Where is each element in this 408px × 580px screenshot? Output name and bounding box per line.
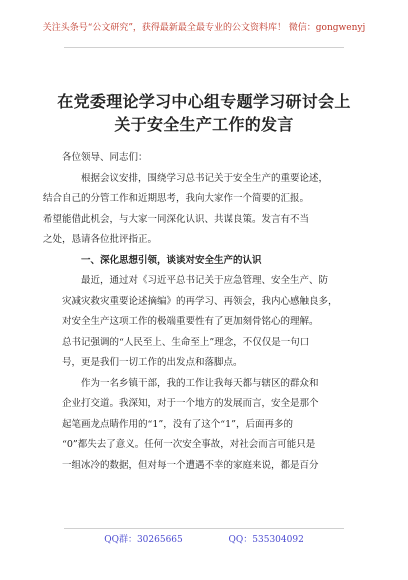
footer	[0, 534, 408, 546]
footer-qq-group: QQ群：30265665	[104, 535, 183, 545]
header-banner	[0, 22, 408, 34]
footer-qq: QQ：535304092	[228, 535, 304, 545]
section-p2-line-1: 作为一名乡镇干部，我的工作让我每天都与辖区的群众和	[81, 377, 319, 389]
section-heading: 一、深化思想引领，谈谈对安全生产的认识	[81, 254, 262, 266]
section-p1-line-3: 对安全生产这项工作的极端重要性有了更加刻骨铭心的理解。	[62, 316, 319, 327]
title-line-2: 关于安全生产工作的发言	[114, 115, 294, 134]
title-line-1: 在党委理论学习中心组专题学习研讨会上	[57, 92, 351, 111]
section-p1-line-4: 总书记强调的“人民至上、生命至上”理念，不仅仅是一句口	[62, 336, 310, 348]
header-divider	[64, 47, 344, 48]
intro-line-1: 根据会议安排，围绕学习总书记关于安全生产的重要论述，	[81, 172, 329, 184]
intro-line-3: 希望能借此机会，与大家一同深化认识、共谋良策。发言有不当	[43, 213, 310, 225]
section-paragraph-1	[62, 271, 352, 374]
intro-paragraph	[43, 169, 352, 251]
intro-line-4: 之处，恳请各位批评指正。	[43, 234, 158, 245]
footer-divider	[64, 528, 344, 529]
section-p2-line-3: 起笔画龙点睛作用的“1”，没有了这个“1”，后面再多的	[62, 418, 294, 430]
document-title	[0, 90, 408, 136]
salutation: 各位领导、同志们：	[62, 152, 148, 163]
section-paragraph-2	[62, 374, 352, 477]
section-p2-line-2: 企业打交道。我深知，对于一个地方的发展而言，安全是那个	[62, 398, 319, 409]
section-p2-line-4: “0”都失去了意义。任何一次安全事故，对社会而言可能只是	[62, 439, 316, 450]
header-banner-text: 关注头条号“公文研究”，获得最新最全最专业的公文资料库！ 微信：gongwenyj	[42, 23, 366, 33]
section-p2-line-5: 一组冰冷的数据，但对每一个遭遇不幸的家庭来说，都是百分	[62, 459, 319, 471]
section-p1-line-5: 号，更是我们一切工作的出发点和落脚点。	[62, 357, 243, 368]
intro-line-2: 结合自己的分管工作和近期思考，我向大家作一个简要的汇报。	[43, 193, 310, 204]
document-body	[43, 148, 352, 476]
section-p1-line-1: 最近，通过对《习近平总书记关于应急管理、安全生产、防	[81, 275, 329, 286]
section-p1-line-2: 灾减灾救灾重要论述摘编》的再学习、再领会，我内心感触良多，	[62, 295, 338, 307]
